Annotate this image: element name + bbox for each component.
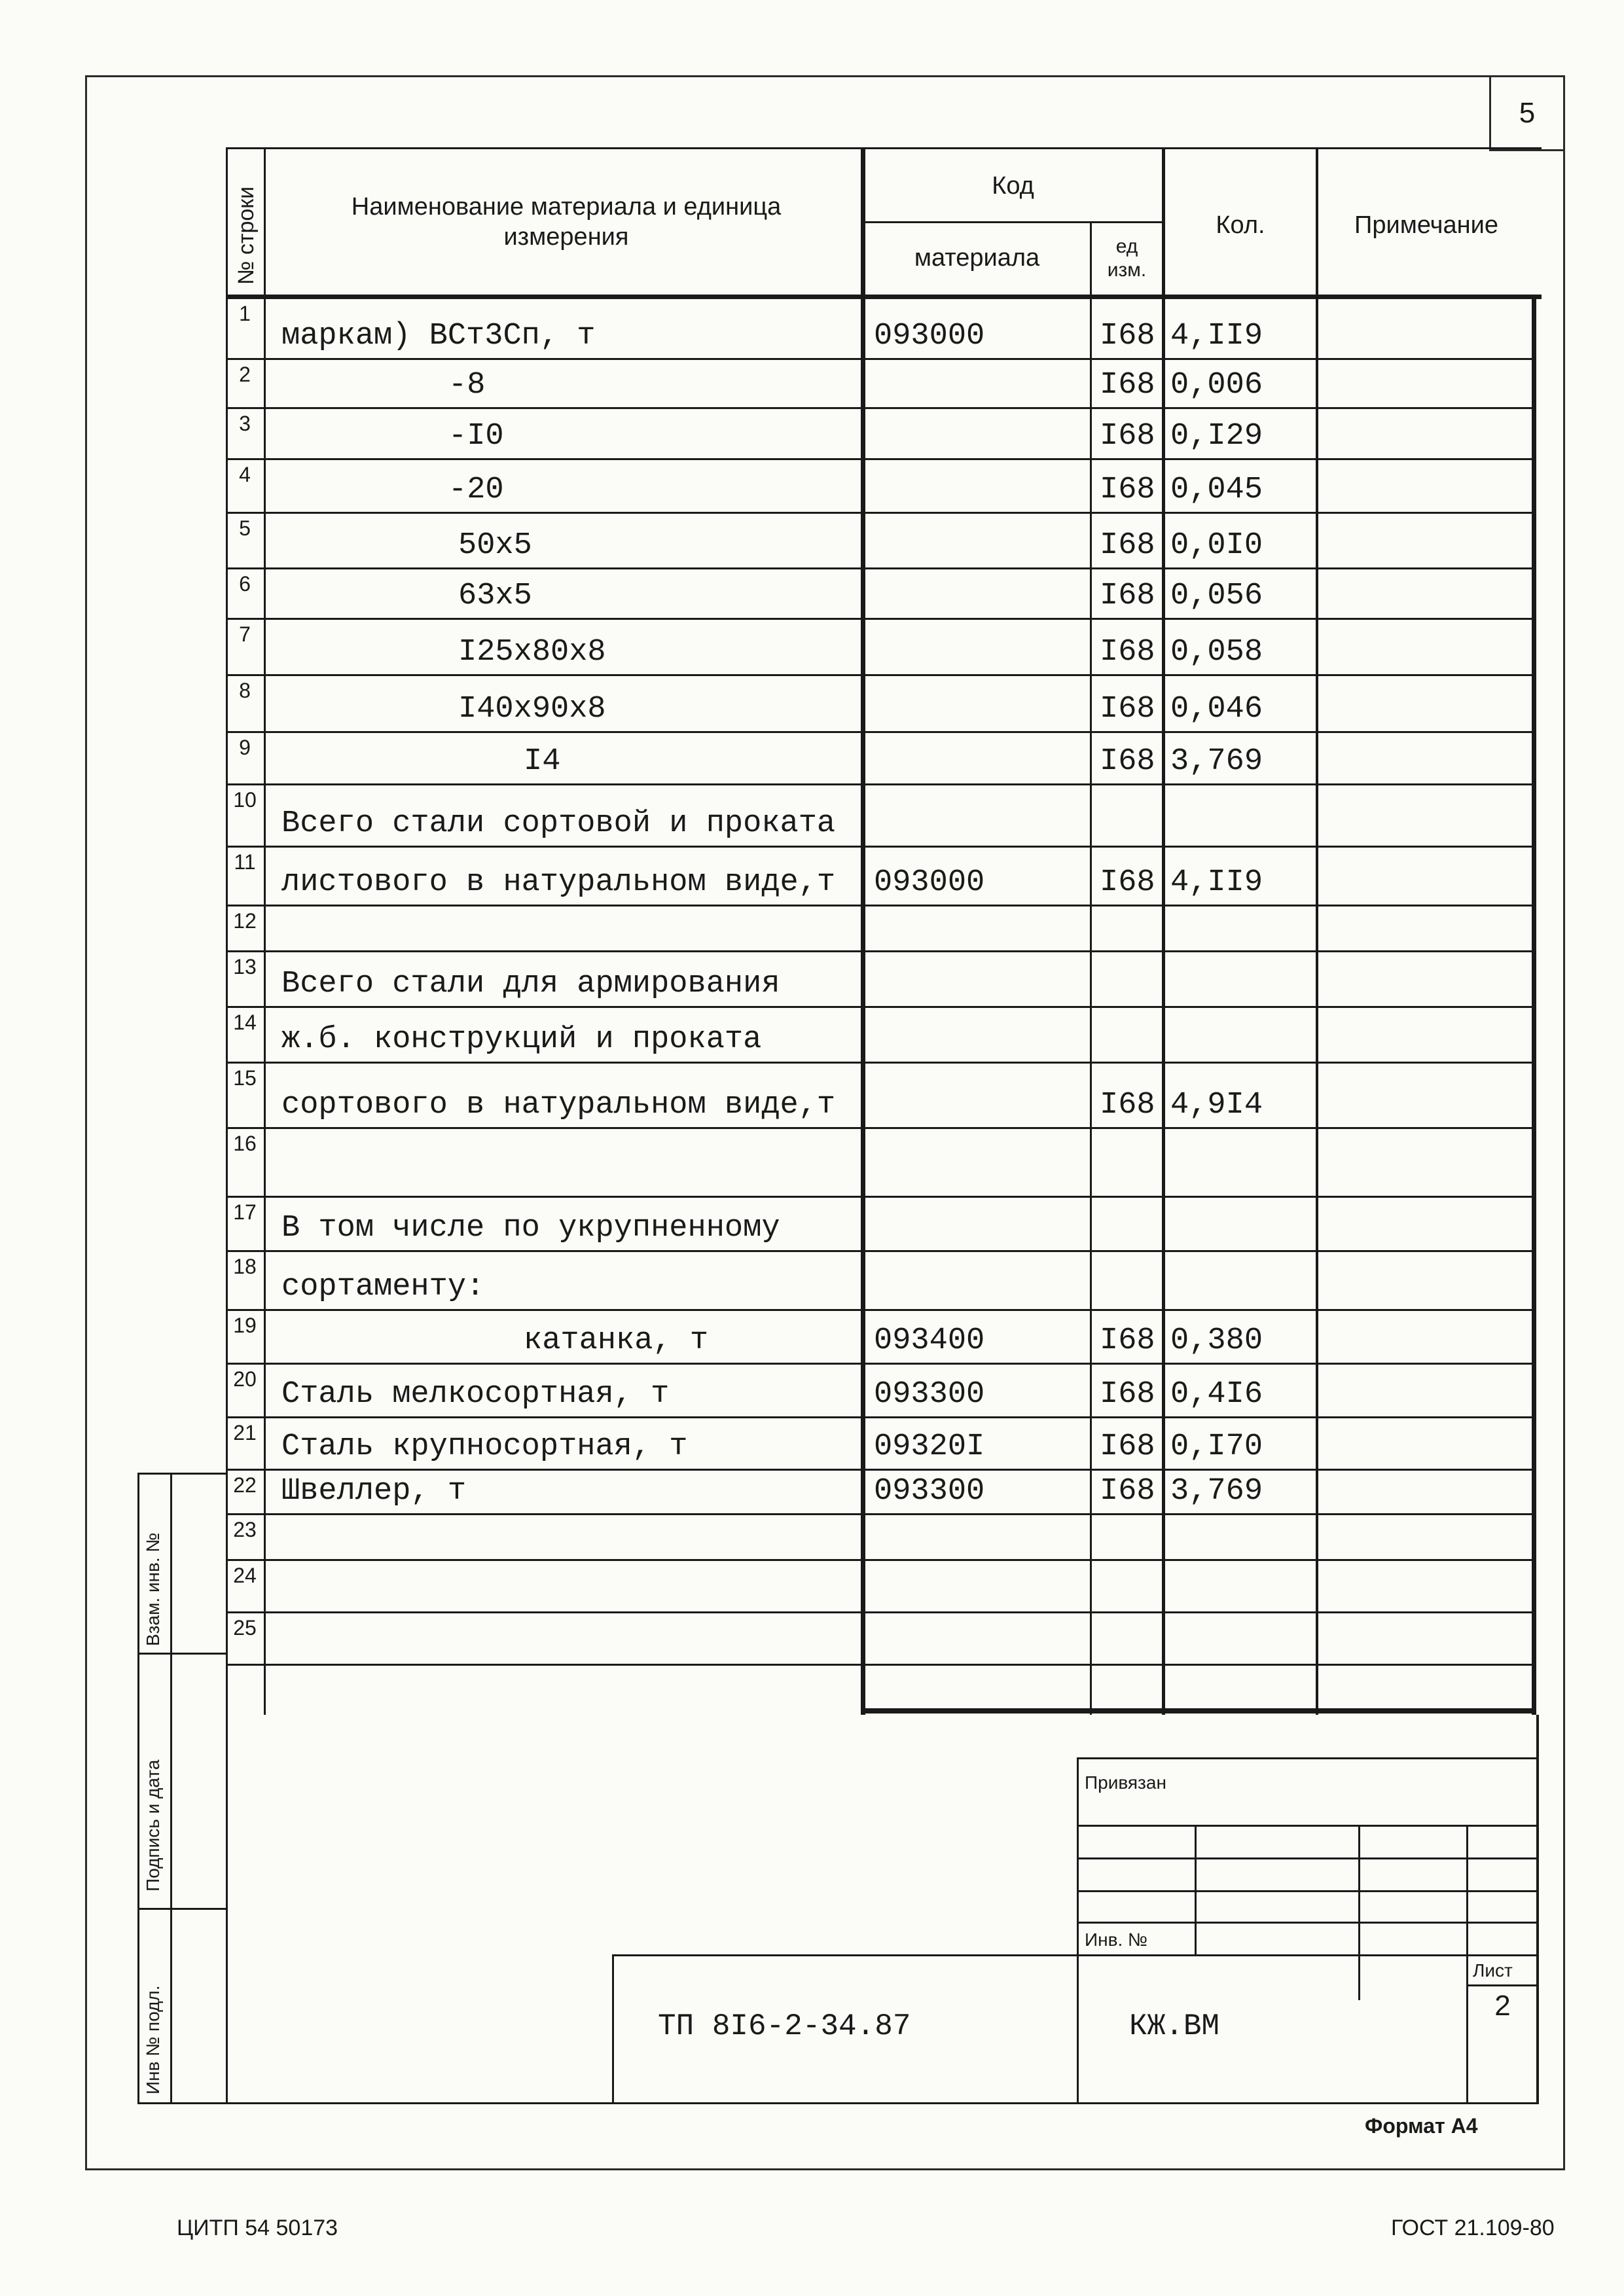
table-row [226, 1064, 1536, 1129]
table-row [226, 906, 1536, 952]
table-row [226, 460, 1536, 514]
row-number: 17 [233, 1200, 257, 1224]
row-name: Сталь крупносортная, т [281, 1429, 688, 1464]
row-qty: 0,4I6 [1170, 1377, 1263, 1412]
row-number: 8 [239, 679, 251, 702]
row-name: маркам) ВСт3Сп, т [281, 319, 596, 353]
table-row [226, 785, 1536, 848]
row-qty: 0,I29 [1170, 419, 1263, 454]
row-unit: I68 [1100, 419, 1155, 454]
row-number: 1 [239, 302, 251, 325]
side-stamp [137, 1473, 226, 2104]
header-code-material: материала [914, 244, 1040, 272]
table-row [226, 733, 1536, 785]
row-number: 21 [233, 1421, 257, 1444]
table-row [226, 676, 1536, 733]
row-number: 10 [233, 788, 257, 812]
row-unit: I68 [1100, 1429, 1155, 1464]
row-unit: I68 [1100, 635, 1155, 670]
row-number: 16 [233, 1132, 257, 1155]
row-qty: 0,006 [1170, 368, 1263, 403]
side-label-podpis: Подпись и дата [143, 1759, 163, 1892]
row-unit: I68 [1100, 865, 1155, 900]
row-qty: 0,045 [1170, 473, 1263, 507]
row-name: I40x90x8 [458, 692, 606, 726]
row-number: 5 [239, 516, 251, 540]
table-row [226, 1418, 1536, 1471]
row-code: 093400 [874, 1323, 985, 1358]
row-unit: I68 [1100, 528, 1155, 563]
header-code-unit: ед изм. [1107, 236, 1147, 281]
row-name: листового в натуральном виде,т [281, 865, 836, 900]
row-unit: I68 [1100, 1088, 1155, 1122]
header-row-no: № строки [234, 186, 259, 285]
sheet-value: 2 [1494, 1990, 1511, 2022]
row-number: 2 [239, 363, 251, 386]
row-qty: 3,769 [1170, 744, 1263, 779]
row-name: I4 [524, 744, 561, 779]
table [226, 147, 1542, 1715]
row-number: 7 [239, 622, 251, 646]
row-number: 15 [233, 1066, 257, 1090]
title-block [226, 1715, 1542, 2104]
row-unit: I68 [1100, 473, 1155, 507]
row-name: В том числе по укрупненному [281, 1211, 780, 1246]
row-name: Сталь мелкосортная, т [281, 1377, 670, 1412]
row-name: 63x5 [458, 579, 532, 613]
row-name: I25x80x8 [458, 635, 606, 670]
row-number: 20 [233, 1367, 257, 1391]
row-qty: 0,046 [1170, 692, 1263, 726]
row-qty: 0,058 [1170, 635, 1263, 670]
row-name: ж.б. конструкций и проката [281, 1022, 762, 1057]
table-row [226, 1311, 1536, 1365]
row-number: 13 [233, 955, 257, 978]
row-name: -8 [448, 368, 486, 403]
row-qty: 3,769 [1170, 1474, 1263, 1509]
row-qty: 0,I70 [1170, 1429, 1263, 1464]
row-qty: 0,380 [1170, 1323, 1263, 1358]
row-code: 093000 [874, 865, 985, 900]
table-row [226, 1198, 1536, 1252]
row-number: 14 [233, 1011, 257, 1034]
table-row [226, 1365, 1536, 1418]
row-unit: I68 [1100, 1377, 1155, 1412]
table-row [226, 514, 1536, 569]
row-qty: 0,056 [1170, 579, 1263, 613]
row-qty: 4,II9 [1170, 865, 1263, 900]
header-name: Наименование материала и единица измерения [351, 193, 782, 251]
row-name: Всего стали сортовой и проката [281, 806, 836, 841]
row-name: -I0 [448, 419, 504, 454]
row-number: 25 [233, 1616, 257, 1640]
row-number: 4 [239, 463, 251, 486]
row-name: 50x5 [458, 528, 532, 563]
row-unit: I68 [1100, 579, 1155, 613]
row-name: катанка, т [524, 1323, 709, 1358]
side-label-inv-podl: Инв № подл. [143, 1985, 163, 2094]
table-row [226, 1561, 1536, 1613]
row-number: 23 [233, 1518, 257, 1541]
header-note: Примечание [1354, 211, 1498, 240]
table-row [226, 1008, 1536, 1064]
page-number: 5 [1489, 75, 1565, 151]
row-unit: I68 [1100, 744, 1155, 779]
row-number: 24 [233, 1564, 257, 1587]
row-unit: I68 [1100, 368, 1155, 403]
row-number: 19 [233, 1314, 257, 1337]
table-row [226, 299, 1536, 360]
row-number: 6 [239, 572, 251, 596]
row-qty: 4,9I4 [1170, 1088, 1263, 1122]
header-qty: Кол. [1216, 211, 1265, 240]
header-code: Код [992, 172, 1034, 200]
row-unit: I68 [1100, 1474, 1155, 1509]
table-row [226, 1515, 1536, 1561]
footer-left: ЦИТП 54 50173 [177, 2215, 338, 2240]
row-number: 3 [239, 412, 251, 435]
sheet-label: Лист [1473, 1960, 1513, 1981]
table-row [226, 1129, 1536, 1198]
doc-code: КЖ.ВМ [1129, 2009, 1220, 2043]
row-number: 18 [233, 1255, 257, 1278]
row-qty: 0,0I0 [1170, 528, 1263, 563]
privyazan-label: Привязан [1085, 1772, 1166, 1793]
row-code: 093000 [874, 319, 985, 353]
row-number: 11 [234, 850, 256, 874]
row-name: сортового в натуральном виде,т [281, 1088, 836, 1122]
table-row [226, 848, 1536, 906]
row-name: сортаменту: [281, 1270, 485, 1304]
table-row [226, 620, 1536, 676]
table-row [226, 409, 1536, 460]
row-unit: I68 [1100, 1323, 1155, 1358]
row-name: -20 [448, 473, 504, 507]
row-unit: I68 [1100, 319, 1155, 353]
row-number: 12 [233, 909, 257, 933]
row-name: Всего стали для армирования [281, 967, 780, 1001]
side-label-vzam: Взам. инв. № [143, 1532, 163, 1646]
row-code: 093300 [874, 1474, 985, 1509]
table-row [226, 952, 1536, 1008]
row-name: Швеллер, т [281, 1474, 467, 1509]
row-number: 22 [233, 1473, 257, 1497]
doc-number: ТП 8I6-2-34.87 [658, 2009, 911, 2043]
inv-no-label: Инв. № [1085, 1929, 1148, 1950]
row-qty: 4,II9 [1170, 319, 1263, 353]
table-row [226, 569, 1536, 620]
table-row [226, 1613, 1536, 1666]
footer-right: ГОСТ 21.109-80 [1391, 2215, 1555, 2240]
row-number: 9 [239, 736, 251, 759]
row-code: 09320I [874, 1429, 985, 1464]
row-unit: I68 [1100, 692, 1155, 726]
table-row [226, 1471, 1536, 1515]
format-label: Формат А4 [1365, 2114, 1478, 2138]
table-row [226, 1252, 1536, 1311]
row-code: 093300 [874, 1377, 985, 1412]
table-row [226, 360, 1536, 409]
